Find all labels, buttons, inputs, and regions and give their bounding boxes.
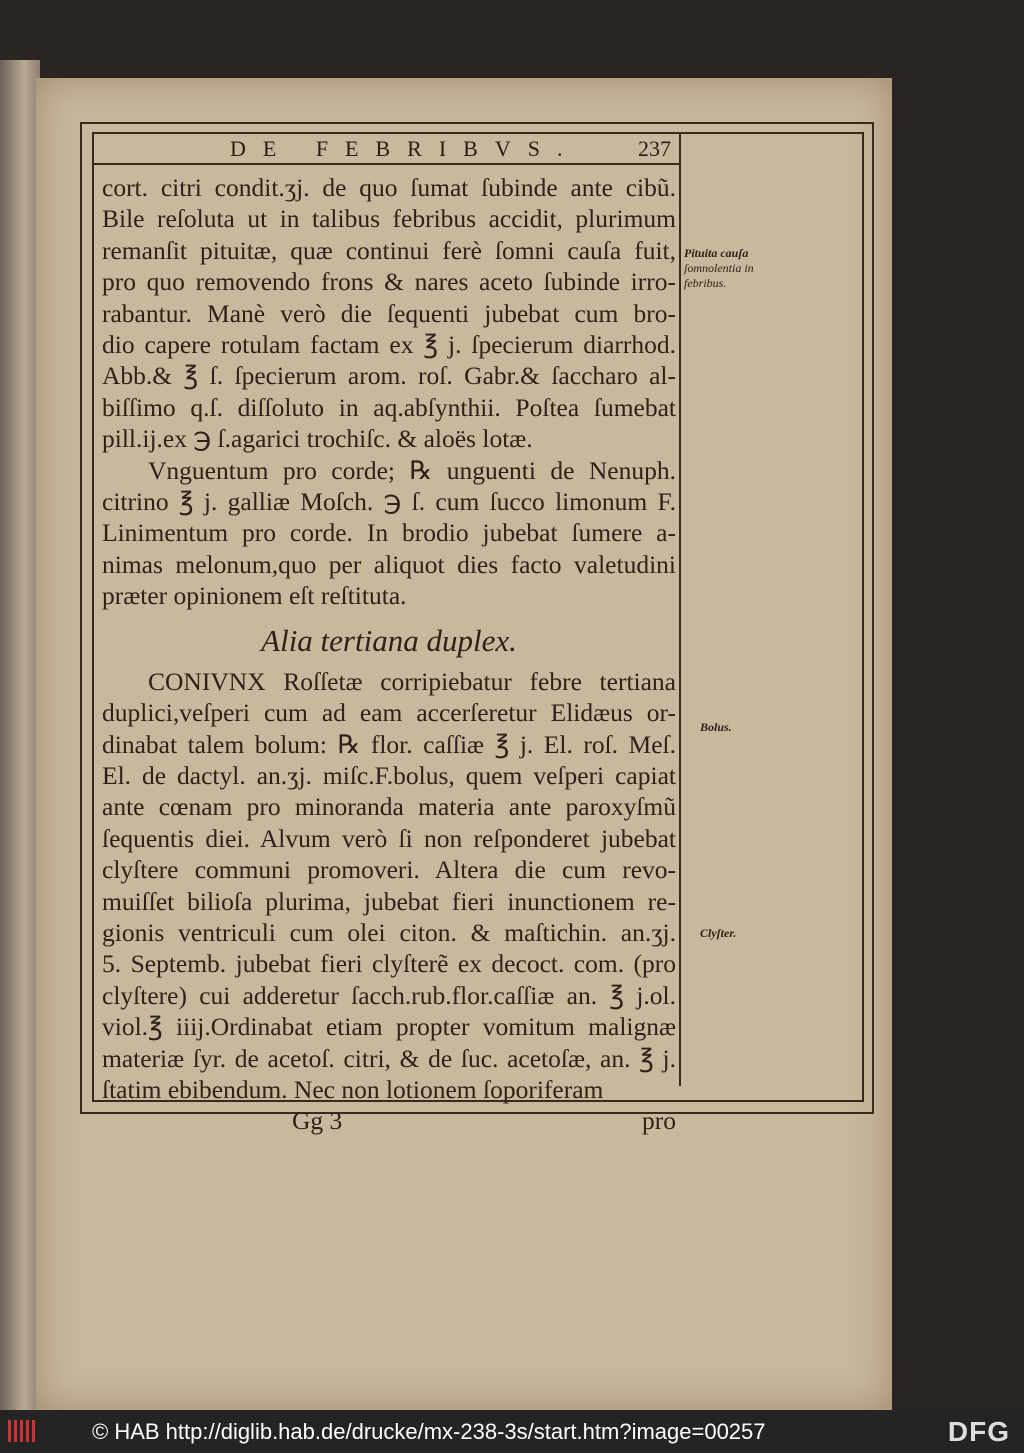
viewer-footer (0, 1410, 1024, 1453)
page-header (100, 136, 675, 162)
header-rule (94, 163, 679, 165)
text-line: remanſit pituitæ, quæ continui ferè ſomni cauſa fuit, (102, 235, 676, 265)
marginal-note-pituita (684, 246, 754, 291)
text-line: pro quo removendo frons & nares aceto ſubinde irro- (102, 267, 676, 297)
paragraph-1 (102, 172, 676, 455)
marginal-note-clyster: Clyſter. (700, 926, 737, 940)
note-line: febribus. (684, 276, 727, 290)
note-line: ſomnolentia in (684, 261, 754, 275)
text-line: dio capere rotulam factam ex ℥ j. ſpecierum diarrhod. (102, 330, 676, 360)
text-line: 5. Septemb. jubebat fieri clyſterẽ ex decoct. com. (pro (102, 949, 676, 979)
body-text (102, 172, 676, 1137)
text-line: duplici,veſperi cum ad eam accerſeretur Elidæus or- (102, 698, 676, 728)
text-line: ſtatim ebibendum. Nec non lotionem ſoporiferam (102, 1074, 604, 1104)
text-line: viol.℥ iiij.Ordinabat etiam propter vomitum malignæ (102, 1012, 676, 1042)
paragraph-3 (102, 666, 676, 1106)
text-line: citrino ℥ j. galliæ Moſch. ℈ ſ. cum ſucco limonum F. (102, 487, 676, 517)
page-number: 237 (638, 136, 671, 161)
text-line: Linimentum pro corde. In brodio jubebat ſumere a- (102, 518, 676, 548)
page-footer-line (102, 1105, 676, 1136)
marginal-note-bolus: Bolus. (700, 720, 732, 734)
text-line: rabantur. Manè verò die ſequenti jubebat cum bro- (102, 298, 676, 328)
paragraph-2 (102, 455, 676, 612)
text-line: cort. citri condit.ʒj. de quo ſumat ſubinde ante cibũ. (102, 173, 676, 202)
dfg-logo: DFG (947, 1416, 1010, 1447)
margin-rule (679, 134, 681, 1086)
note-line: Pituita cauſa (684, 246, 749, 260)
text-line: Vnguentum pro corde; ℞ unguenti de Nenuph. (148, 455, 676, 485)
text-line: clyſtere communi promoveri. Altera die cum revo- (102, 855, 676, 885)
hab-logo-icon (8, 1420, 38, 1442)
text-line: ſequentis diei. Alvum verò ſi non reſponderet jubebat (102, 823, 676, 853)
text-line: Abb.& ℥ ſ. ſpecierum arom. roſ. Gabr.& ſaccharo al- (102, 361, 676, 391)
text-line: ante cœnam pro minoranda materia ante paroxyſmũ (102, 792, 676, 822)
running-title: DE FEBRIBVS. (230, 136, 580, 161)
text-line: biſſimo q.ſ. diſſoluto in aq.abſynthii. Poſtea ſumebat (102, 392, 676, 422)
text-line: præter opinionem eſt reſtituta. (102, 581, 407, 611)
previous-page-edge (0, 60, 40, 1410)
signature-mark: Gg 3 (292, 1106, 343, 1136)
text-line: gionis ventriculi cum olei citon. & maſtichin. an.ʒj. (102, 917, 676, 947)
text-line: pill.ij.ex ℈ ſ.agarici trochiſc. & aloës lotæ. (102, 424, 533, 454)
text-line: muiſſet bilioſa plurima, jubebat fieri inunctionem re- (102, 886, 676, 916)
catchword: pro (642, 1106, 676, 1136)
text-line: materiæ ſyr. de acetoſ. citri, & de ſuc. acetoſæ, an. ℥ j. (102, 1043, 676, 1073)
text-line: Bile reſoluta ut in talibus febribus accidit, plurimum (102, 204, 676, 234)
text-line: clyſtere) cui adderetur ſacch.rub.flor.caſſiæ an. ℥ j.ol. (102, 980, 676, 1010)
copyright-link[interactable]: © HAB http://diglib.hab.de/drucke/mx-238-3s/start.htm?image=00257 (92, 1419, 766, 1444)
text-line: nimas melonum,quo per aliquot dies facto valetudini (102, 549, 676, 579)
text-line: dinabat talem bolum: ℞ flor. caſſiæ ℥ j. El. roſ. Meſ. (102, 729, 676, 759)
section-heading: Alia tertiana duplex. (261, 622, 517, 658)
text-line: El. de dactyl. an.ʒj. miſc.F.bolus, quem veſperi capiat (102, 760, 676, 790)
text-line: CONIVNX Roſſetæ corripiebatur febre tertiana (148, 666, 676, 696)
